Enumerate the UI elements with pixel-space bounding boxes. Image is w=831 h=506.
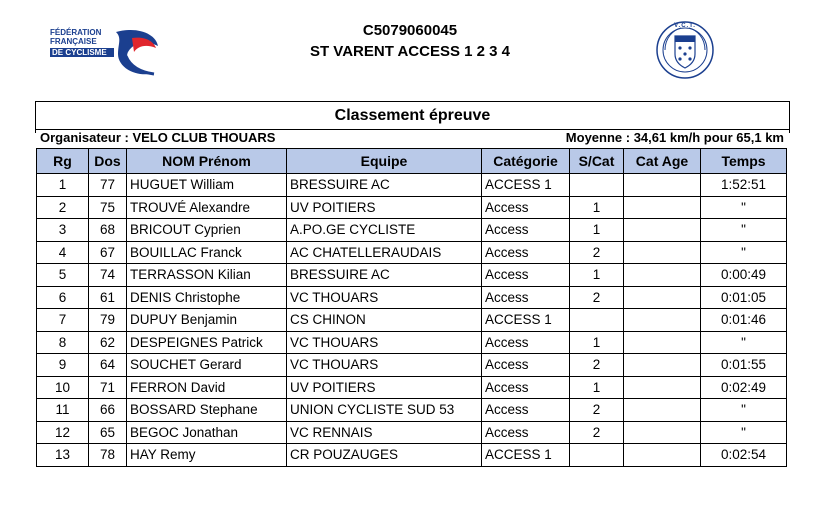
cell-rg: 11	[37, 399, 89, 422]
cell-dos: 71	[89, 376, 127, 399]
col-rg: Rg	[37, 149, 89, 174]
cell-age-category	[624, 399, 701, 422]
cell-name: BRICOUT Cyprien	[127, 219, 287, 242]
cell-subcategory: 2	[570, 354, 624, 377]
cell-time: 0:01:05	[701, 286, 787, 309]
cell-time: "	[701, 219, 787, 242]
cell-name: BEGOC Jonathan	[127, 421, 287, 444]
cell-team: UNION CYCLISTE SUD 53	[287, 399, 482, 422]
cell-subcategory: 1	[570, 219, 624, 242]
cell-dos: 67	[89, 241, 127, 264]
cell-subcategory: 1	[570, 196, 624, 219]
table-row	[37, 241, 787, 264]
cell-category: Access	[482, 421, 570, 444]
cell-rg: 5	[37, 264, 89, 287]
cell-rg: 2	[37, 196, 89, 219]
cell-category: Access	[482, 241, 570, 264]
col-team: Equipe	[287, 149, 482, 174]
results-frame	[35, 101, 790, 133]
cell-category: Access	[482, 376, 570, 399]
cell-category: Access	[482, 399, 570, 422]
cell-age-category	[624, 264, 701, 287]
cell-dos: 68	[89, 219, 127, 242]
cell-subcategory: 2	[570, 286, 624, 309]
cell-dos: 75	[89, 196, 127, 219]
cell-subcategory: 2	[570, 421, 624, 444]
cell-dos: 62	[89, 331, 127, 354]
cell-category: Access	[482, 264, 570, 287]
cell-team: VC THOUARS	[287, 286, 482, 309]
col-age-category: Cat Age	[624, 149, 701, 174]
cell-rg: 12	[37, 421, 89, 444]
cell-category: Access	[482, 219, 570, 242]
cell-time: "	[701, 399, 787, 422]
cell-team: CR POUZAUGES	[287, 444, 482, 467]
vct-shield-icon	[655, 20, 715, 80]
table-row	[37, 174, 787, 197]
cell-subcategory	[570, 174, 624, 197]
cell-age-category	[624, 376, 701, 399]
cell-subcategory: 1	[570, 264, 624, 287]
results-table	[36, 148, 787, 467]
cell-dos: 74	[89, 264, 127, 287]
cell-team: UV POITIERS	[287, 376, 482, 399]
table-row	[37, 196, 787, 219]
cell-team: CS CHINON	[287, 309, 482, 332]
cell-age-category	[624, 219, 701, 242]
table-row	[37, 421, 787, 444]
cell-name: SOUCHET Gerard	[127, 354, 287, 377]
cell-time: 0:00:49	[701, 264, 787, 287]
cell-age-category	[624, 196, 701, 219]
cell-team: A.PO.GE CYCLISTE	[287, 219, 482, 242]
ffc-logo-line2: FRANÇAISE	[50, 37, 97, 46]
cell-team: VC THOUARS	[287, 331, 482, 354]
vct-logo-text: V.C.T.	[674, 23, 696, 29]
cell-subcategory	[570, 309, 624, 332]
table-row	[37, 286, 787, 309]
cell-subcategory	[570, 444, 624, 467]
cell-category: Access	[482, 196, 570, 219]
table-row	[37, 264, 787, 287]
cell-team: AC CHATELLERAUDAIS	[287, 241, 482, 264]
table-row	[37, 219, 787, 242]
cell-time: 0:02:49	[701, 376, 787, 399]
cell-category: ACCESS 1	[482, 174, 570, 197]
cell-team: BRESSUIRE AC	[287, 174, 482, 197]
cell-team: VC THOUARS	[287, 354, 482, 377]
ffc-logo-line1: FÉDÉRATION	[50, 28, 102, 37]
cell-rg: 13	[37, 444, 89, 467]
cell-team: VC RENNAIS	[287, 421, 482, 444]
cell-category: Access	[482, 331, 570, 354]
table-row	[37, 399, 787, 422]
cell-age-category	[624, 241, 701, 264]
cell-dos: 79	[89, 309, 127, 332]
cell-rg: 3	[37, 219, 89, 242]
cell-name: DENIS Christophe	[127, 286, 287, 309]
cell-name: FERRON David	[127, 376, 287, 399]
cell-team: BRESSUIRE AC	[287, 264, 482, 287]
cell-subcategory: 2	[570, 399, 624, 422]
cell-rg: 10	[37, 376, 89, 399]
cell-name: HUGUET William	[127, 174, 287, 197]
cell-time: 0:01:55	[701, 354, 787, 377]
cell-dos: 66	[89, 399, 127, 422]
cell-rg: 4	[37, 241, 89, 264]
table-row	[37, 309, 787, 332]
cell-category: Access	[482, 354, 570, 377]
cell-time: "	[701, 421, 787, 444]
cell-time: 1:52:51	[701, 174, 787, 197]
col-dos: Dos	[89, 149, 127, 174]
cell-time: 0:01:46	[701, 309, 787, 332]
ffc-swoosh-icon	[50, 26, 162, 76]
ffc-logo	[50, 26, 162, 76]
average-speed: Moyenne : 34,61 km/h pour 65,1 km	[565, 130, 784, 145]
ffc-logo-line3: DE CYCLISME	[50, 48, 114, 57]
race-code: C5079060045	[362, 22, 458, 39]
cell-age-category	[624, 421, 701, 444]
section-title: Classement épreuve	[36, 102, 789, 130]
cell-time: "	[701, 196, 787, 219]
cell-dos: 78	[89, 444, 127, 467]
cell-name: BOSSARD Stephane	[127, 399, 287, 422]
cell-rg: 9	[37, 354, 89, 377]
table-row	[37, 444, 787, 467]
table-header-row	[37, 149, 787, 174]
cell-name: BOUILLAC Franck	[127, 241, 287, 264]
cell-name: HAY Remy	[127, 444, 287, 467]
table-row	[37, 376, 787, 399]
col-time: Temps	[701, 149, 787, 174]
col-category: Catégorie	[482, 149, 570, 174]
cell-name: DESPEIGNES Patrick	[127, 331, 287, 354]
cell-age-category	[624, 174, 701, 197]
cell-team: UV POITIERS	[287, 196, 482, 219]
cell-name: TERRASSON Kilian	[127, 264, 287, 287]
race-name: ST VARENT ACCESS 1 2 3 4	[309, 43, 511, 60]
cell-age-category	[624, 309, 701, 332]
cell-name: DUPUY Benjamin	[127, 309, 287, 332]
cell-subcategory: 1	[570, 331, 624, 354]
cell-time: 0:02:54	[701, 444, 787, 467]
cell-rg: 1	[37, 174, 89, 197]
cell-dos: 64	[89, 354, 127, 377]
col-subcategory: S/Cat	[570, 149, 624, 174]
cell-time: "	[701, 241, 787, 264]
cell-name: TROUVÉ Alexandre	[127, 196, 287, 219]
vct-logo	[655, 20, 715, 80]
organizer: Organisateur : VELO CLUB THOUARS	[40, 130, 276, 145]
organizer-line	[36, 130, 786, 146]
table-row	[37, 331, 787, 354]
cell-age-category	[624, 354, 701, 377]
cell-category: Access	[482, 286, 570, 309]
table-row	[37, 354, 787, 377]
cell-category: ACCESS 1	[482, 444, 570, 467]
cell-dos: 61	[89, 286, 127, 309]
cell-rg: 6	[37, 286, 89, 309]
cell-age-category	[624, 286, 701, 309]
cell-rg: 8	[37, 331, 89, 354]
cell-dos: 77	[89, 174, 127, 197]
cell-category: ACCESS 1	[482, 309, 570, 332]
col-name: NOM Prénom	[127, 149, 287, 174]
cell-rg: 7	[37, 309, 89, 332]
cell-time: "	[701, 331, 787, 354]
cell-age-category	[624, 331, 701, 354]
cell-dos: 65	[89, 421, 127, 444]
cell-subcategory: 1	[570, 376, 624, 399]
cell-age-category	[624, 444, 701, 467]
cell-subcategory: 2	[570, 241, 624, 264]
